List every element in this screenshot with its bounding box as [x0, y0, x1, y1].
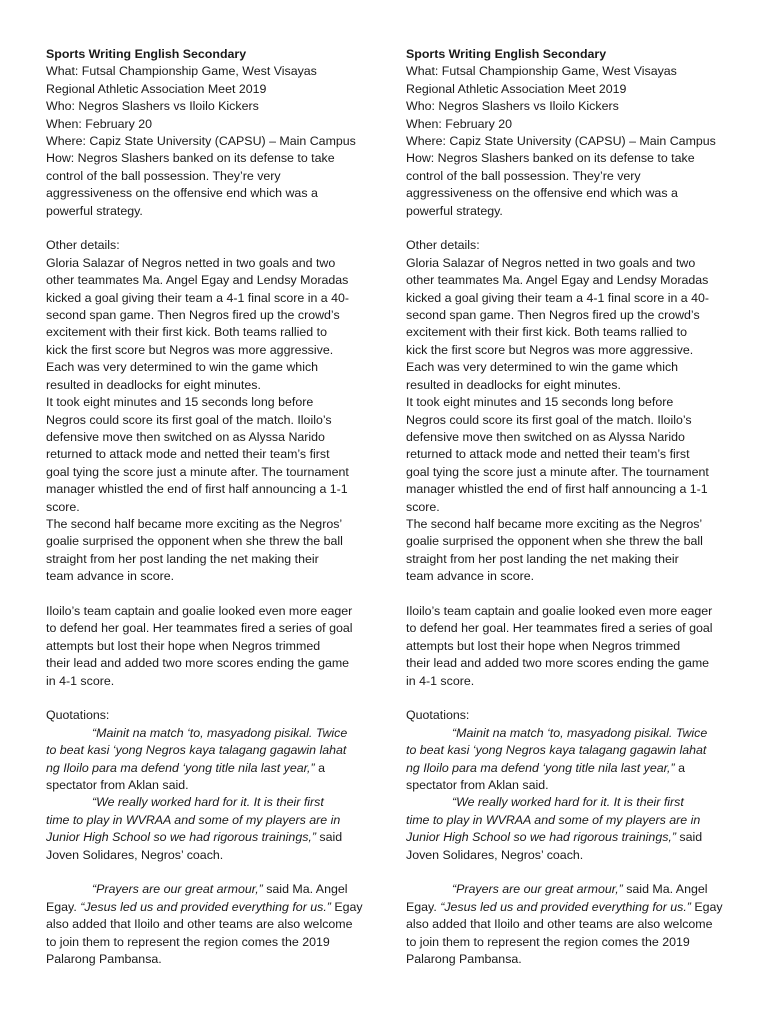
paragraph-line: returned to attack mode and netted their team’s first — [46, 447, 330, 462]
quote-line: Palarong Pambansa. — [406, 952, 522, 967]
fact-line: Regional Athletic Association Meet 2019 — [46, 81, 267, 96]
paragraph-line: second span game. Then Negros fired up the crowd’s — [46, 308, 340, 323]
paragraph-line: defensive move then switched on as Alyssa Narido — [406, 429, 685, 444]
document-title: Sports Writing English Secondary — [46, 47, 247, 61]
details-heading: Other details: — [46, 238, 120, 253]
paragraph-line: straight from her post landing the net making their — [406, 551, 679, 566]
paragraph-line: score. — [406, 499, 440, 514]
fact-line: aggressiveness on the offensive end which was a — [46, 186, 318, 201]
paragraph-line: score. — [46, 499, 80, 514]
quote-line: time to play in WVRAA and some of my players are in — [46, 812, 341, 827]
fact-line: powerful strategy. — [46, 203, 143, 218]
fact-line: control of the ball possession. They’re very — [406, 168, 641, 183]
paragraph-line: kicked a goal giving their team a 4-1 final score in a 40- — [46, 290, 350, 305]
paragraph-line: The second half became more exciting as the Negros’ — [46, 516, 343, 531]
quote-line: spectator from Aklan said. — [46, 778, 189, 793]
paragraph-line: second span game. Then Negros fired up the crowd’s — [406, 308, 700, 323]
paragraph-line: Iloilo’s team captain and goalie looked even more eager — [406, 603, 713, 618]
paragraph-line: other teammates Ma. Angel Egay and Lendsy Moradas — [406, 273, 709, 288]
quote-line: to join them to represent the region comes the 2019 — [46, 934, 330, 949]
paragraph-line: Iloilo’s team captain and goalie looked even more eager — [46, 603, 353, 618]
quote-attribution: Egay. — [46, 899, 81, 914]
fact-line: Who: Negros Slashers vs Iloilo Kickers — [46, 99, 259, 114]
paragraph-line: manager whistled the end of first half announcing a 1-1 — [46, 482, 348, 497]
quote-line — [46, 899, 366, 916]
quote-line: Joven Solidares, Negros’ coach. — [46, 847, 224, 862]
quote-line — [406, 881, 726, 898]
quote-line: to join them to represent the region comes the 2019 — [406, 934, 690, 949]
quote-line: spectator from Aklan said. — [406, 778, 549, 793]
paragraph-line: The second half became more exciting as the Negros’ — [406, 516, 703, 531]
fact-line: What: Futsal Championship Game, West Visayas — [46, 64, 317, 79]
fact-line: When: February 20 — [46, 116, 153, 131]
paragraph-line: goal tying the score just a minute after. The tournament — [46, 464, 349, 479]
fact-line: powerful strategy. — [406, 203, 503, 218]
left-column — [46, 46, 366, 968]
quote-attribution: said — [675, 830, 703, 845]
quote-text: “Jesus led us and provided everything for us.” — [80, 899, 331, 914]
quote-line: Palarong Pambansa. — [46, 952, 162, 967]
fact-line: When: February 20 — [406, 116, 513, 131]
paragraph-line: Gloria Salazar of Negros netted in two goals and two — [406, 255, 696, 270]
paragraph-line: resulted in deadlocks for eight minutes. — [46, 377, 261, 392]
quotations-heading: Quotations: — [406, 708, 470, 723]
paragraph-line: kick the first score but Negros was more aggressive. — [406, 342, 694, 357]
quote-text: “Prayers are our great armour,” — [92, 882, 263, 897]
paragraph-line: in 4-1 score. — [46, 673, 115, 688]
paragraph-line: their lead and added two more scores ending the game — [406, 656, 710, 671]
paragraph-line: It took eight minutes and 15 seconds long before — [46, 395, 314, 410]
paragraph-line: excitement with their first kick. Both teams rallied to — [406, 325, 687, 340]
quote-line — [406, 829, 726, 846]
right-column — [406, 46, 726, 968]
fact-line: Where: Capiz State University (CAPSU) – Main Campus — [46, 134, 356, 149]
quote-text: Junior High School so we had rigorous trainings,” — [46, 830, 316, 845]
paragraph-line: manager whistled the end of first half announcing a 1-1 — [406, 482, 708, 497]
paragraph-line: defensive move then switched on as Alyssa Narido — [46, 429, 325, 444]
paragraph-line: Negros could score its first goal of the match. Iloilo’s — [406, 412, 692, 427]
quote-line: “Mainit na match ‘to, masyadong pisikal. Twice — [452, 725, 708, 740]
quote-line — [46, 881, 366, 898]
quote-attribution: a — [674, 760, 685, 775]
quote-attribution: said Ma. Angel — [262, 882, 348, 897]
paragraph-line: straight from her post landing the net making their — [46, 551, 319, 566]
fact-line: Who: Negros Slashers vs Iloilo Kickers — [406, 99, 619, 114]
fact-line: How: Negros Slashers banked on its defense to take — [406, 151, 695, 166]
quote-attribution: said — [315, 830, 343, 845]
paragraph-line: in 4-1 score. — [406, 673, 475, 688]
quote-line: Joven Solidares, Negros’ coach. — [406, 847, 584, 862]
paragraph-line: kick the first score but Negros was more aggressive. — [46, 342, 334, 357]
quote-text: “Jesus led us and provided everything for us.” — [440, 899, 691, 914]
paragraph-line: goal tying the score just a minute after. The tournament — [406, 464, 709, 479]
paragraph-line: Each was very determined to win the game which — [406, 360, 679, 375]
quote-attribution: a — [314, 760, 325, 775]
paragraph-line: to defend her goal. Her teammates fired a series of goal — [406, 621, 713, 636]
paragraph-line: Each was very determined to win the game which — [46, 360, 319, 375]
paragraph-line: attempts but lost their hope when Negros trimmed — [46, 638, 321, 653]
quote-text: “Prayers are our great armour,” — [452, 882, 623, 897]
paragraph-line: goalie surprised the opponent when she threw the ball — [46, 534, 343, 549]
quote-attribution: Egay. — [406, 899, 441, 914]
quote-line: also added that Iloilo and other teams are also welcome — [46, 917, 353, 932]
paragraph-line: other teammates Ma. Angel Egay and Lendsy Moradas — [46, 273, 349, 288]
quote-line: time to play in WVRAA and some of my players are in — [406, 812, 701, 827]
quote-line — [46, 829, 366, 846]
quote-text: ng Iloilo para ma defend ‘yong title nila last year,” — [406, 760, 675, 775]
paragraph-line: returned to attack mode and netted their team’s first — [406, 447, 690, 462]
paragraph-line: It took eight minutes and 15 seconds long before — [406, 395, 674, 410]
fact-line: control of the ball possession. They’re very — [46, 168, 281, 183]
quote-line: also added that Iloilo and other teams are also welcome — [406, 917, 713, 932]
paragraph-line: team advance in score. — [406, 569, 535, 584]
quote-line: “We really worked hard for it. It is their first — [452, 795, 684, 810]
paragraph-line: goalie surprised the opponent when she threw the ball — [406, 534, 703, 549]
quote-line: “Mainit na match ‘to, masyadong pisikal. Twice — [92, 725, 348, 740]
quote-line: to beat kasi ‘yong Negros kaya talagang gagawin lahat — [406, 743, 707, 758]
fact-line: Regional Athletic Association Meet 2019 — [406, 81, 627, 96]
quote-line: “We really worked hard for it. It is their first — [92, 795, 324, 810]
fact-line: What: Futsal Championship Game, West Visayas — [406, 64, 677, 79]
fact-line: aggressiveness on the offensive end which was a — [406, 186, 678, 201]
quote-line — [46, 760, 366, 777]
paragraph-line: resulted in deadlocks for eight minutes. — [406, 377, 621, 392]
paragraph-line: excitement with their first kick. Both teams rallied to — [46, 325, 327, 340]
paragraph-line: Gloria Salazar of Negros netted in two goals and two — [46, 255, 336, 270]
quote-attribution: said Ma. Angel — [622, 882, 708, 897]
fact-line: Where: Capiz State University (CAPSU) – Main Campus — [406, 134, 716, 149]
quote-line — [406, 760, 726, 777]
quote-attribution: Egay — [330, 899, 363, 914]
quote-line: to beat kasi ‘yong Negros kaya talagang gagawin lahat — [46, 743, 347, 758]
quote-text: ng Iloilo para ma defend ‘yong title nila last year,” — [46, 760, 315, 775]
paragraph-line: kicked a goal giving their team a 4-1 final score in a 40- — [406, 290, 710, 305]
paragraph-line: to defend her goal. Her teammates fired a series of goal — [46, 621, 353, 636]
paragraph-line: their lead and added two more scores ending the game — [46, 656, 350, 671]
quote-line — [406, 899, 726, 916]
quote-attribution: Egay — [690, 899, 723, 914]
paragraph-line: Negros could score its first goal of the match. Iloilo’s — [46, 412, 332, 427]
paragraph-line: attempts but lost their hope when Negros trimmed — [406, 638, 681, 653]
paragraph-line: team advance in score. — [46, 569, 175, 584]
details-heading: Other details: — [406, 238, 480, 253]
quotations-heading: Quotations: — [46, 708, 110, 723]
document-title: Sports Writing English Secondary — [406, 47, 607, 61]
quote-text: Junior High School so we had rigorous trainings,” — [406, 830, 676, 845]
fact-line: How: Negros Slashers banked on its defense to take — [46, 151, 335, 166]
